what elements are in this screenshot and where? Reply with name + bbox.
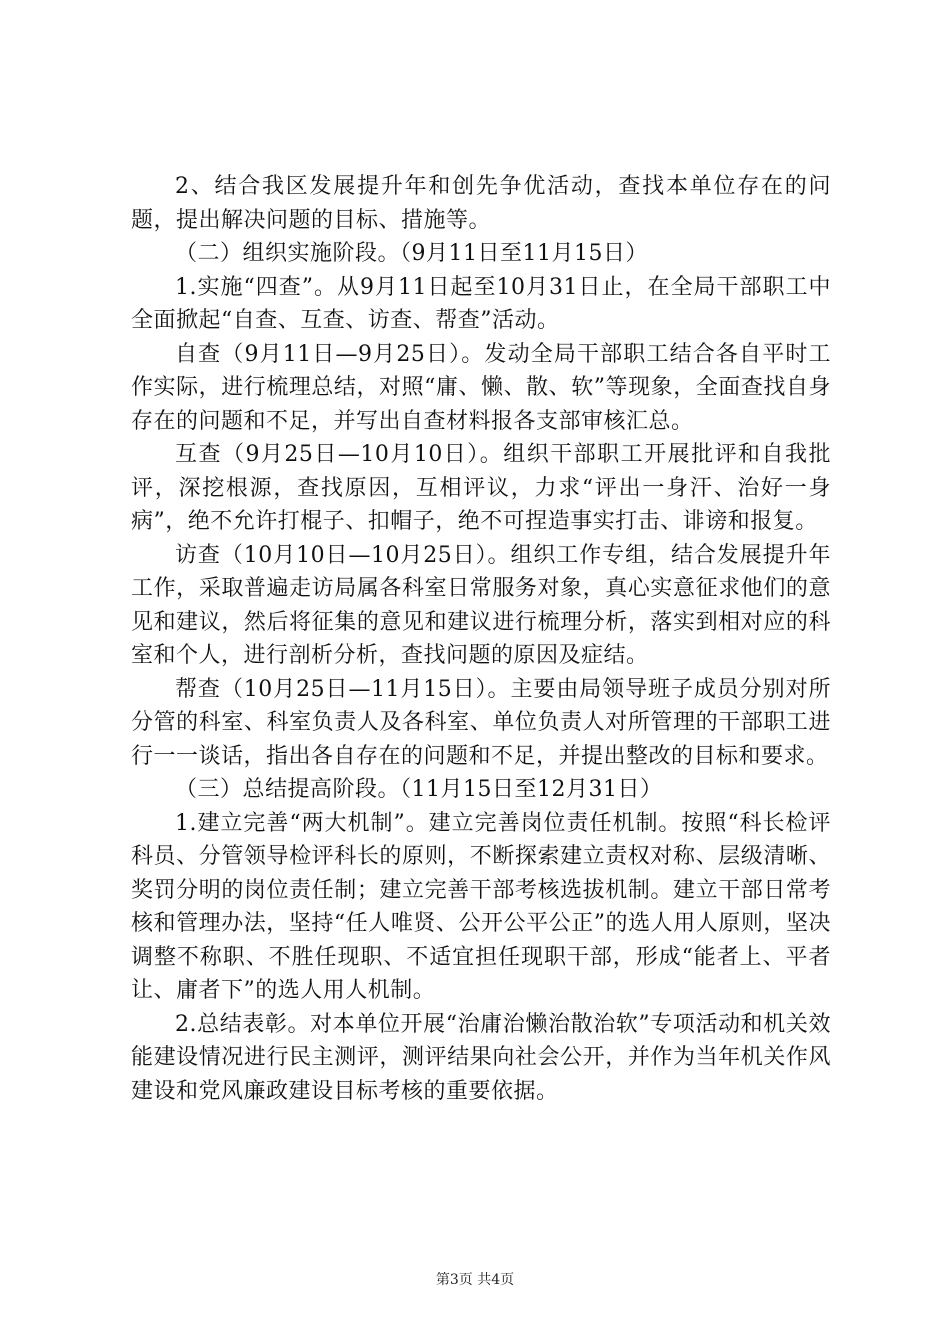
paragraph-two-mechanisms: 1.建立完善“两大机制”。建立完善岗位责任机制。按照“科长检评科员、分管领导检评科长的原则，不断探索建立责权对称、层级清晰、奖罚分明的岗位责任制；建立完善干部考核选拔机制。建立干部日常考核和管理办法，坚持“任人唯贤、公开公平公正”的选人用人原则，坚决调整不称职、不胜任现职、不适宜担任现职干部，形成“能者上、平者让、庸者下”的选人用人机制。 bbox=[131, 810, 831, 1003]
paragraph-help-check: 帮查（10月25日—11月15日）。主要由局领导班子成员分别对所分管的科室、科室负责人及各科室、单位负责人对所管理的干部职工进行一一谈话，指出各自存在的问题和不足，并提出整改的目标和要求。 bbox=[131, 676, 831, 769]
paragraph-item-2: 2、结合我区发展提升年和创先争优活动，查找本单位存在的问题，提出解决问题的目标、措施等。 bbox=[131, 174, 831, 233]
paragraph-commendation: 2.总结表彰。对本单位开展“治庸治懒治散治软”专项活动和机关效能建设情况进行民主测评，测评结果向社会公开，并作为当年机关作风建设和党风廉政建设目标考核的重要依据。 bbox=[131, 1011, 831, 1104]
section-heading-implementation: （二）组织实施阶段。（9月11日至11月15日） bbox=[175, 241, 648, 266]
paragraph-visit-check: 访查（10月10日—10月25日）。组织工作专组，结合发展提升年工作，采取普遍走访局属各科室日常服务对象，真心实意征求他们的意见和建议，然后将征集的意见和建议进行梳理分析，落实到相对应的科室和个人，进行剖析分析，查找问题的原因及症结。 bbox=[131, 542, 831, 668]
paragraph-four-checks: 1.实施“四查”。从9月11日起至10月31日止，在全局干部职工中全面掀起“自查、互查、访查、帮查”活动。 bbox=[131, 274, 831, 333]
section-heading-summary: （三）总结提高阶段。（11月15日至12月31日） bbox=[175, 777, 663, 802]
paragraph-self-check: 自查（9月11日—9月25日）。发动全局干部职工结合各自平时工作实际，进行梳理总结，对照“庸、懒、散、软”等现象，全面查找自身存在的问题和不足，并写出自查材料报各支部审核汇总。 bbox=[131, 341, 831, 434]
paragraph-mutual-check: 互查（9月25日—10月10日）。组织干部职工开展批评和自我批评，深挖根源，查找原因，互相评议，力求“评出一身汗、治好一身病”，绝不允许打棍子、扣帽子，绝不可捏造事实打击、诽谤和报复。 bbox=[131, 442, 831, 534]
page-footer: 第3页 共4页 bbox=[435, 1272, 515, 1288]
document-body bbox=[131, 170, 831, 1108]
